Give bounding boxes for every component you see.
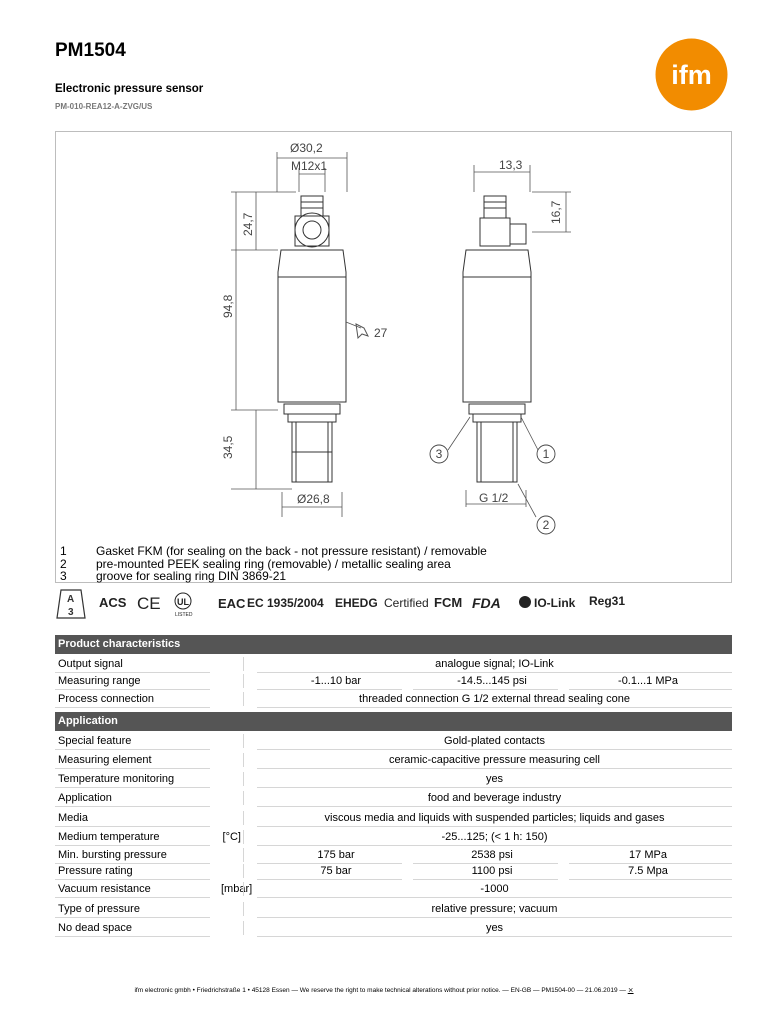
row-label: Type of pressure — [58, 903, 140, 915]
row-value: 2538 psi — [471, 849, 513, 861]
row-label: Measuring element — [58, 754, 152, 766]
row-value: 175 bar — [317, 849, 355, 861]
dim-width-side: 13,3 — [499, 158, 523, 172]
table-row — [55, 862, 732, 880]
table-row — [55, 770, 732, 788]
table-row — [55, 789, 732, 807]
footer-text: ifm electronic gmbh • Friedrichstraße 1 • 45128 Essen — We reserve the right to make technical alterations without prior notice. — EN-GB — PM1504-00 — 21.06.2019 — — [134, 987, 626, 994]
iolink-mark: IO-Link — [534, 596, 576, 610]
row-value: 75 bar — [320, 865, 352, 877]
ec-regulation: EC 1935/2004 — [247, 596, 324, 610]
table-row — [55, 880, 732, 898]
eac-mark: EAC — [218, 596, 246, 611]
wrench-icon — [356, 324, 368, 338]
acs-mark: ACS — [99, 595, 127, 610]
row-value: yes — [485, 922, 504, 934]
row-value: 7.5 Mpa — [628, 865, 668, 877]
row-value: Gold-plated contacts — [444, 735, 545, 747]
table-row — [55, 672, 732, 690]
row-value: -0.1...1 MPa — [618, 675, 678, 687]
row-value: -14.5...145 psi — [457, 675, 527, 687]
row-value: food and beverage industry — [427, 792, 562, 804]
reg31-mark: Reg31 — [589, 594, 626, 608]
row-label: No dead space — [58, 922, 132, 934]
logo-text: ifm — [671, 60, 712, 90]
ifm-logo — [655, 38, 728, 111]
dim-thread-process: G 1/2 — [479, 491, 509, 505]
dim-thread: M12x1 — [291, 159, 328, 173]
row-value: threaded connection G 1/2 external thread sealing cone — [359, 693, 630, 705]
row-value: -1...10 bar — [310, 675, 362, 687]
article-code: PM-010-REA12-A-ZVG/US — [55, 102, 153, 111]
dimension-drawing — [55, 131, 732, 583]
ehedg-mark: EHEDG — [335, 596, 378, 610]
dim-wrench: 27 — [374, 326, 388, 340]
legend-text: groove for sealing ring DIN 3869-21 — [96, 569, 287, 583]
row-value: yes — [485, 773, 504, 785]
row-label: Measuring range — [58, 675, 141, 687]
table-row — [55, 809, 732, 827]
lang-icon: ⨯ — [627, 987, 634, 994]
legend-number: 3 — [60, 569, 67, 583]
row-label: Medium temperature — [58, 831, 160, 843]
table-row — [55, 732, 732, 750]
row-unit: [mbar] — [221, 883, 253, 895]
row-label: Process connection — [58, 693, 154, 705]
callout-3-label: 3 — [435, 447, 443, 461]
row-label: Special feature — [58, 735, 132, 747]
dim-len-top: 24,7 — [241, 212, 255, 236]
section-header-product-characteristics: Product characteristics — [55, 635, 732, 654]
certified-text: Certified — [384, 596, 429, 610]
row-label: Min. bursting pressure — [58, 849, 167, 861]
row-value: -25...125; (< 1 h: 150) — [441, 831, 548, 843]
row-value: viscous media and liquids with suspended particles; liquids and gases — [324, 812, 665, 824]
row-label: Application — [58, 792, 112, 804]
row-label: Temperature monitoring — [58, 773, 175, 785]
legend-number: 1 — [60, 544, 67, 558]
row-unit: [°C] — [222, 831, 241, 843]
ce-mark: CE — [137, 594, 161, 613]
row-label: Vacuum resistance — [58, 883, 151, 895]
table-row — [55, 900, 732, 918]
dim-height-side: 16,7 — [549, 200, 563, 224]
svg-text:3: 3 — [68, 607, 74, 618]
dim-len-total: 94,8 — [221, 294, 235, 318]
table-row — [55, 655, 732, 673]
legend-number: 2 — [60, 556, 67, 571]
page-footer — [0, 986, 768, 994]
ul-listed-icon — [175, 593, 193, 618]
fda-mark: FDA — [472, 595, 501, 611]
iolink-icon — [519, 596, 531, 608]
row-value: 1100 psi — [471, 865, 513, 877]
row-label: Output signal — [58, 658, 123, 670]
drawing-legend — [60, 545, 487, 583]
section-header-application: Application — [55, 712, 732, 731]
legend-item — [60, 545, 487, 558]
svg-text:A: A — [67, 594, 75, 605]
row-label: Pressure rating — [58, 865, 133, 877]
3a-sanitary-icon — [57, 590, 85, 618]
dim-d-outer: Ø30,2 — [290, 141, 323, 155]
legend-text: Gasket FKM (for sealing on the back - not pressure resistant) / removable — [96, 544, 487, 558]
table-row — [55, 690, 732, 708]
table-row — [55, 919, 732, 937]
approval-logos — [55, 588, 732, 620]
legend-text: pre-mounted PEEK sealing ring (removable) / metallic sealing area — [96, 556, 451, 571]
row-label: Media — [58, 812, 88, 824]
row-value: relative pressure; vacuum — [431, 903, 558, 915]
product-title: PM1504 — [55, 40, 126, 61]
dim-len-bottom: 34,5 — [221, 435, 235, 459]
product-subtitle: Electronic pressure sensor — [55, 83, 204, 95]
callout-1-label: 1 — [542, 447, 550, 461]
row-value: analogue signal; IO-Link — [435, 658, 554, 670]
fcm-mark: FCM — [434, 595, 463, 610]
dim-d-bottom: Ø26,8 — [297, 492, 330, 506]
callout-2-label: 2 — [542, 518, 550, 532]
row-value: -1000 — [480, 883, 509, 895]
svg-text:UL: UL — [177, 597, 189, 607]
table-row — [55, 751, 732, 769]
svg-text:LISTED: LISTED — [175, 612, 193, 618]
table-row — [55, 828, 732, 846]
row-value: ceramic-capacitive pressure measuring cell — [389, 754, 600, 766]
row-value: 17 MPa — [629, 849, 667, 861]
legend-item — [60, 570, 487, 583]
